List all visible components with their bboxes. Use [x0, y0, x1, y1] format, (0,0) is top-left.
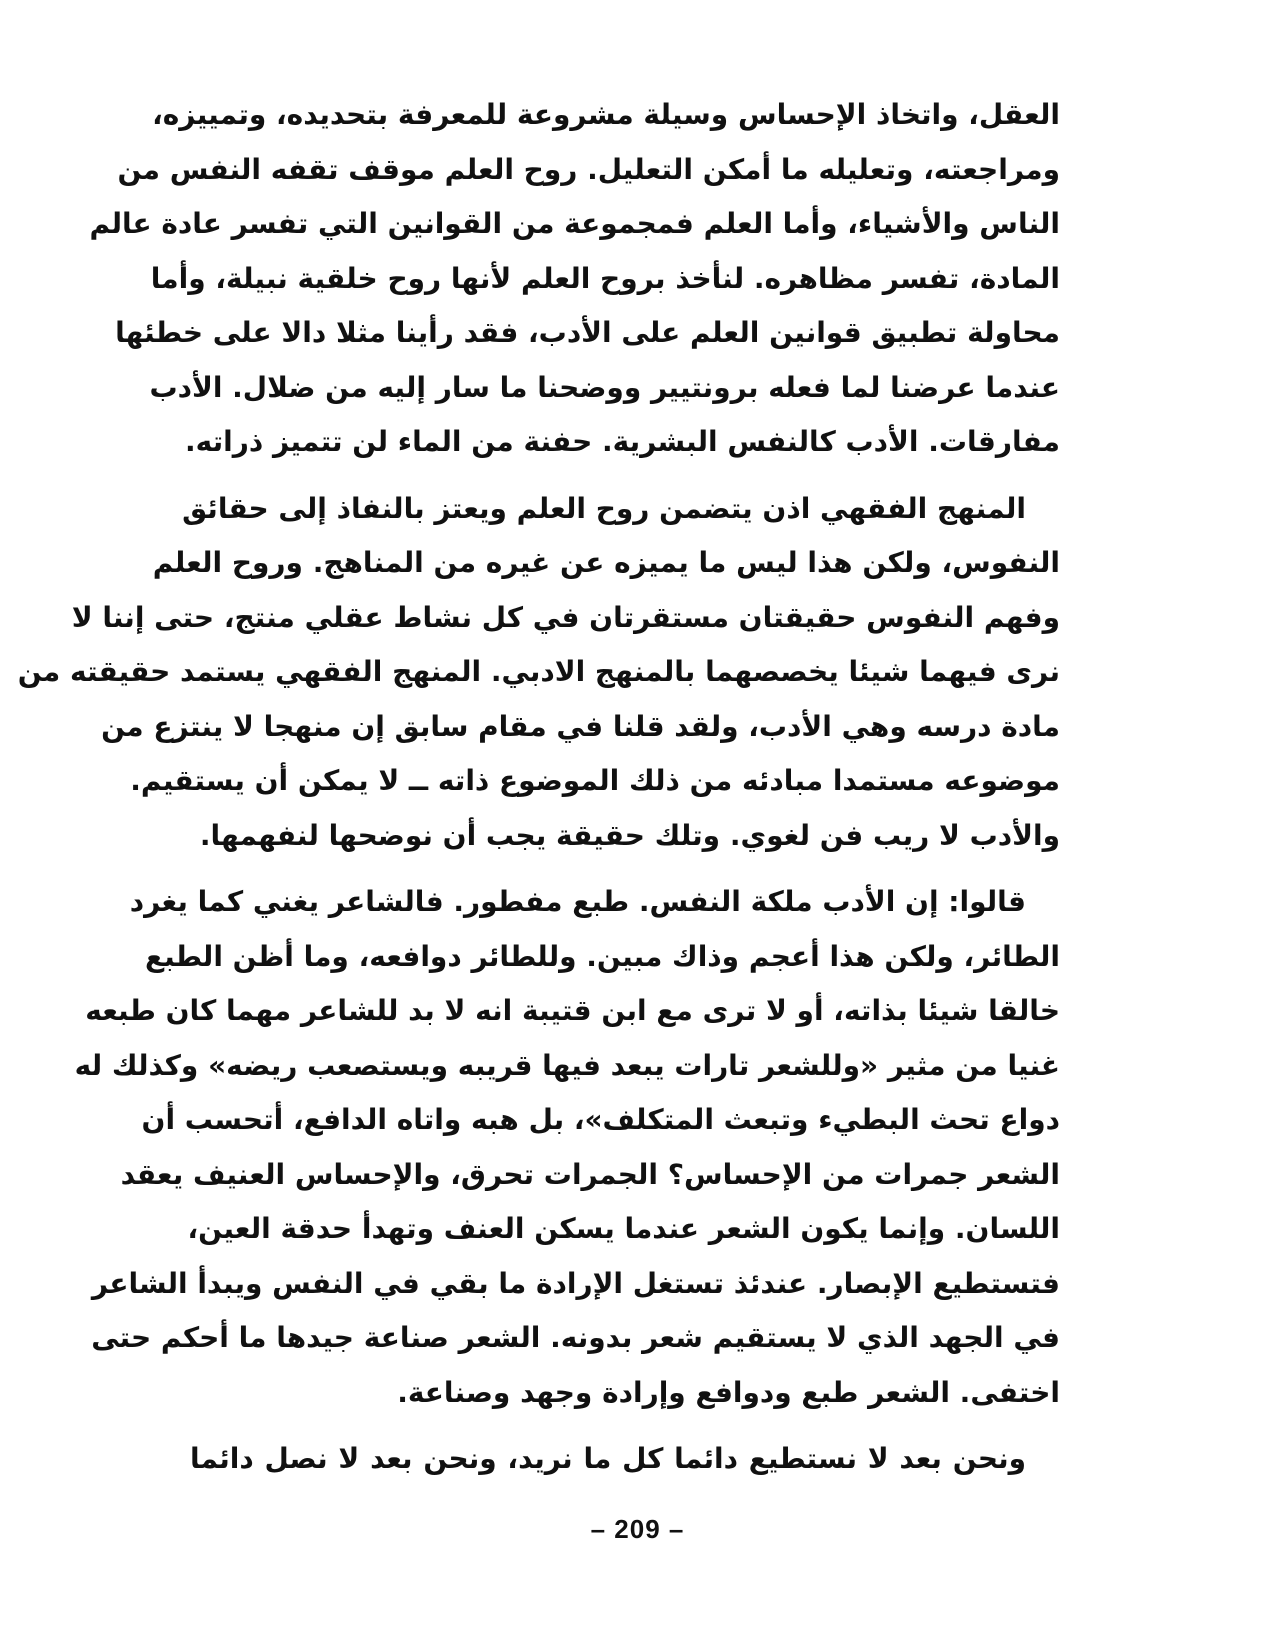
text-line: غنيا من مثير «وللشعر تارات يبعد فيها قريبه ويستصعب ريضه» وكذلك له: [74, 1048, 1060, 1082]
text-line: محاولة تطبيق قوانين العلم على الأدب، فقد رأينا مثلا دالا على خطئها: [115, 316, 1060, 349]
text-line: النفوس، ولكن هذا ليس ما يميزه عن غيره من المناهج. وروح العلم: [152, 546, 1060, 579]
paragraph-gap: [190, 863, 1060, 875]
paragraph-2: [17, 482, 1060, 864]
text-line: ومراجعته، وتعليله ما أمكن التعليل. روح العلم موقف تقفه النفس من: [117, 152, 1060, 186]
text-line: الناس والأشياء، وأما العلم فمجموعة من القوانين التي تفسر عادة عالم: [89, 207, 1060, 240]
paragraph-gap: [190, 1420, 1060, 1432]
text-line: الشعر جمرات من الإحساس؟ الجمرات تحرق، والإحساس العنيف يعقد: [120, 1157, 1060, 1191]
text-line: ونحن بعد لا نستطيع دائما كل ما نريد، ونحن بعد لا نصل دائما: [190, 1442, 1026, 1475]
text-line: قالوا: إن الأدب ملكة النفس. طبع مفطور. فالشاعر يغني كما يغرد: [129, 885, 1026, 918]
text-line: خالقا شيئا بذاته، أو لا ترى مع ابن قتيبة انه لا بد للشاعر مهما كان طبعه: [85, 994, 1060, 1027]
text-line: موضوعه مستمدا مبادئه من ذلك الموضوع ذاته ــ لا يمكن أن يستقيم.: [130, 764, 1060, 797]
text-line: فتستطيع الإبصار. عندئذ تستغل الإرادة ما بقي في النفس ويبدأ الشاعر: [91, 1266, 1060, 1300]
text-line: اختفى. الشعر طبع ودوافع وإرادة وجهد وصناعة.: [397, 1375, 1060, 1409]
text-line: عندما عرضنا لما فعله برونتيير ووضحنا ما سار إليه من ضلال. الأدب: [149, 370, 1060, 404]
paragraph-4: [190, 1432, 1060, 1487]
text-line: اللسان. وإنما يكون الشعر عندما يسكن العنف وتهدأ حدقة العين،: [187, 1212, 1060, 1245]
paragraph-gap: [190, 470, 1060, 482]
text-line: دواع تحث البطيء وتبعث المتكلف»، بل هبه واتاه الدافع، أتحسب أن: [141, 1103, 1060, 1136]
paragraph-1: [89, 88, 1060, 470]
paragraph-3: [74, 875, 1060, 1420]
text-line: الطائر، ولكن هذا أعجم وذاك مبين. وللطائر دوافعه، وما أظن الطبع: [144, 939, 1060, 973]
page-number: – 209 –: [590, 1514, 685, 1544]
text-line: في الجهد الذي لا يستقيم شعر بدونه. الشعر صناعة جيدها ما أحكم حتى: [91, 1321, 1060, 1354]
body-text: [17, 88, 1060, 1487]
text-line: نرى فيهما شيئا يخصصهما بالمنهج الادبي. المنهج الفقهي يستمد حقيقته من: [17, 655, 1060, 688]
text-line: مادة درسه وهي الأدب، ولقد قلنا في مقام سابق إن منهجا لا ينتزع من: [101, 709, 1060, 743]
text-line: والأدب لا ريب فن لغوي. وتلك حقيقة يجب أن نوضحها لنفهمها.: [199, 818, 1060, 852]
text-line: المادة، تفسر مظاهره. لنأخذ بروح العلم لأنها روح خلقية نبيلة، وأما: [150, 261, 1060, 295]
text-line: العقل، واتخاذ الإحساس وسيلة مشروعة للمعرفة بتحديده، وتمييزه،: [152, 98, 1060, 131]
text-line: المنهج الفقهي اذن يتضمن روح العلم ويعتز بالنفاذ إلى حقائق: [182, 491, 1026, 525]
text-line: وفهم النفوس حقيقتان مستقرتان في كل نشاط عقلي منتج، حتى إننا لا: [71, 600, 1060, 634]
text-line: مفارقات. الأدب كالنفس البشرية. حفنة من الماء لن تتميز ذراته.: [185, 425, 1060, 458]
